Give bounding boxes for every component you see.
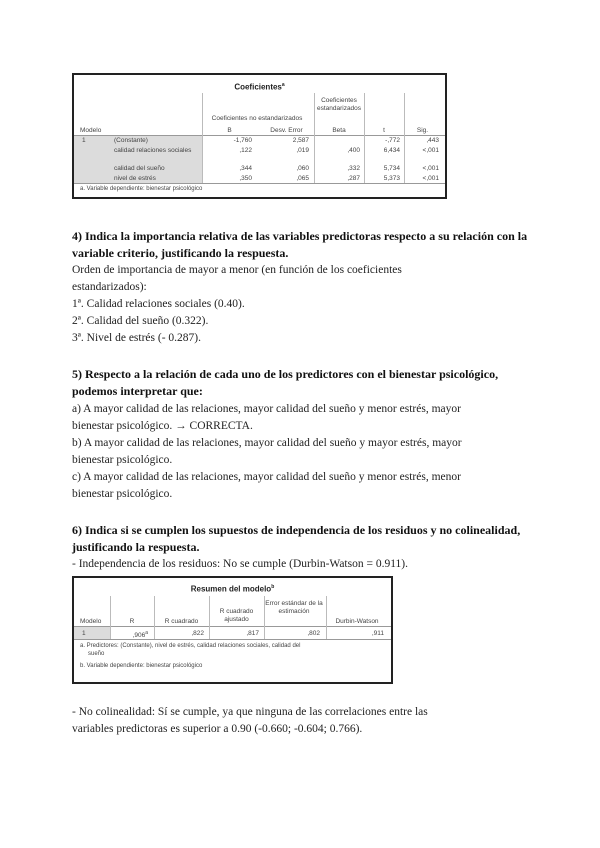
col-t: t	[383, 127, 385, 134]
model-number: 1	[82, 137, 86, 144]
value-r2-adjusted: ,817	[246, 630, 259, 637]
col-b: B	[227, 127, 232, 134]
coefficients-table-title: Coeficientes$^a$	[234, 82, 285, 92]
row-se: ,065	[296, 175, 309, 182]
row-sig: ,443	[426, 137, 439, 144]
coefficients-table	[72, 73, 447, 199]
option-b-line: b) A mayor calidad de las relaciones, mayor calidad del sueño y mayor estrés, mayor	[72, 437, 462, 449]
question-6-heading: 6) Indica si se cumplen los supuestos de independencia de los residuos y no colinealidad, justificando la respuesta.	[72, 523, 521, 554]
row-name: nivel de estrés	[114, 175, 156, 182]
row-se: ,060	[296, 165, 309, 172]
row-b: ,344	[239, 165, 252, 172]
row-se: ,019	[296, 147, 309, 154]
row-sig: <,001	[422, 147, 439, 154]
col-std-error: Error estándar de la estimación	[265, 600, 323, 615]
answer-line: estandarizados):	[72, 281, 147, 293]
answer-line: variables predictoras es superior a 0.90 (-0.660; -0.604; 0.766).	[72, 723, 363, 735]
col-durbin-watson: Durbin-Watson	[335, 618, 379, 625]
row-beta: ,332	[347, 165, 360, 172]
col-r: R	[129, 618, 135, 625]
header-unstandardized: Coeficientes no estandarizados	[211, 115, 303, 122]
row-t: 5,373	[383, 175, 400, 182]
answer-line: 3ª. Nivel de estrés (- 0.287).	[72, 332, 201, 344]
header-standardized: Coeficientes estandarizados	[316, 97, 362, 112]
option-a-line: a) A mayor calidad de las relaciones, mayor calidad del sueño y menor estrés, mayor	[72, 403, 461, 415]
option-b-line: bienestar psicológico.	[72, 454, 173, 466]
row-name: calidad del sueño	[114, 165, 165, 172]
model-summary-title: Resumen del modelo$^b$	[190, 584, 275, 594]
col-beta: Beta	[332, 127, 346, 134]
model-number: 1	[82, 630, 86, 637]
model-summary-table	[72, 576, 393, 684]
table-footnote: a. Variable dependiente: bienestar psicológico	[80, 186, 203, 192]
value-r: ,906$^a$	[132, 630, 148, 640]
row-b: ,122	[239, 147, 252, 154]
answer-line: Orden de importancia de mayor a menor (en función de los coeficientes	[72, 264, 402, 276]
col-sig: Sig.	[416, 127, 429, 134]
question-5-heading: 5) Respecto a la relación de cada uno de los predictores con el bienestar psicológico, podemos interpretar que:	[72, 367, 499, 398]
option-a-line: bienestar psicológico. → CORRECTA.	[72, 420, 253, 432]
col-se: Desv. Error	[270, 127, 303, 134]
row-beta: ,287	[347, 175, 360, 182]
row-t: -,772	[385, 137, 400, 144]
value-durbin-watson: ,911	[371, 630, 384, 637]
option-c-line: c) A mayor calidad de las relaciones, mayor calidad del sueño y menor estrés, menor	[72, 471, 461, 483]
row-se: 2,587	[292, 137, 309, 144]
col-model: Modelo	[80, 127, 102, 134]
value-r2: ,822	[191, 630, 204, 637]
col-r2-adjusted: R cuadrado ajustado	[219, 608, 254, 623]
row-t: 6,434	[383, 147, 400, 154]
row-beta: ,400	[347, 147, 360, 154]
answer-line: - No colinealidad: Sí se cumple, ya que ninguna de las correlaciones entre las	[72, 706, 428, 718]
table-note-a-cont: sueño	[88, 651, 105, 657]
question-4-heading: 4) Indica la importancia relativa de las variables predictoras respecto a su relación con la variable criterio, justificando la respuesta.	[72, 229, 528, 260]
col-r2: R cuadrado	[164, 618, 199, 625]
value-std-error: ,802	[307, 630, 320, 637]
table-note-a: a. Predictores: (Constante), nivel de estrés, calidad relaciones sociales, calidad del	[80, 643, 301, 649]
row-b: ,350	[239, 175, 252, 182]
row-t: 5,734	[383, 165, 400, 172]
row-name: (Constante)	[114, 137, 148, 144]
table-note-b: b. Variable dependiente: bienestar psicológico	[80, 663, 203, 669]
row-name: calidad relaciones sociales	[114, 147, 192, 154]
row-sig: <,001	[422, 165, 439, 172]
answer-line: - Independencia de los residuos: No se cumple (Durbin-Watson = 0.911).	[72, 558, 408, 570]
row-sig: <,001	[422, 175, 439, 182]
answer-line: 2ª. Calidad del sueño (0.322).	[72, 315, 209, 327]
row-b: -1,760	[233, 137, 252, 144]
option-c-line: bienestar psicológico.	[72, 488, 173, 500]
col-model: Modelo	[80, 618, 102, 625]
answer-line: 1ª. Calidad relaciones sociales (0.40).	[72, 298, 245, 310]
